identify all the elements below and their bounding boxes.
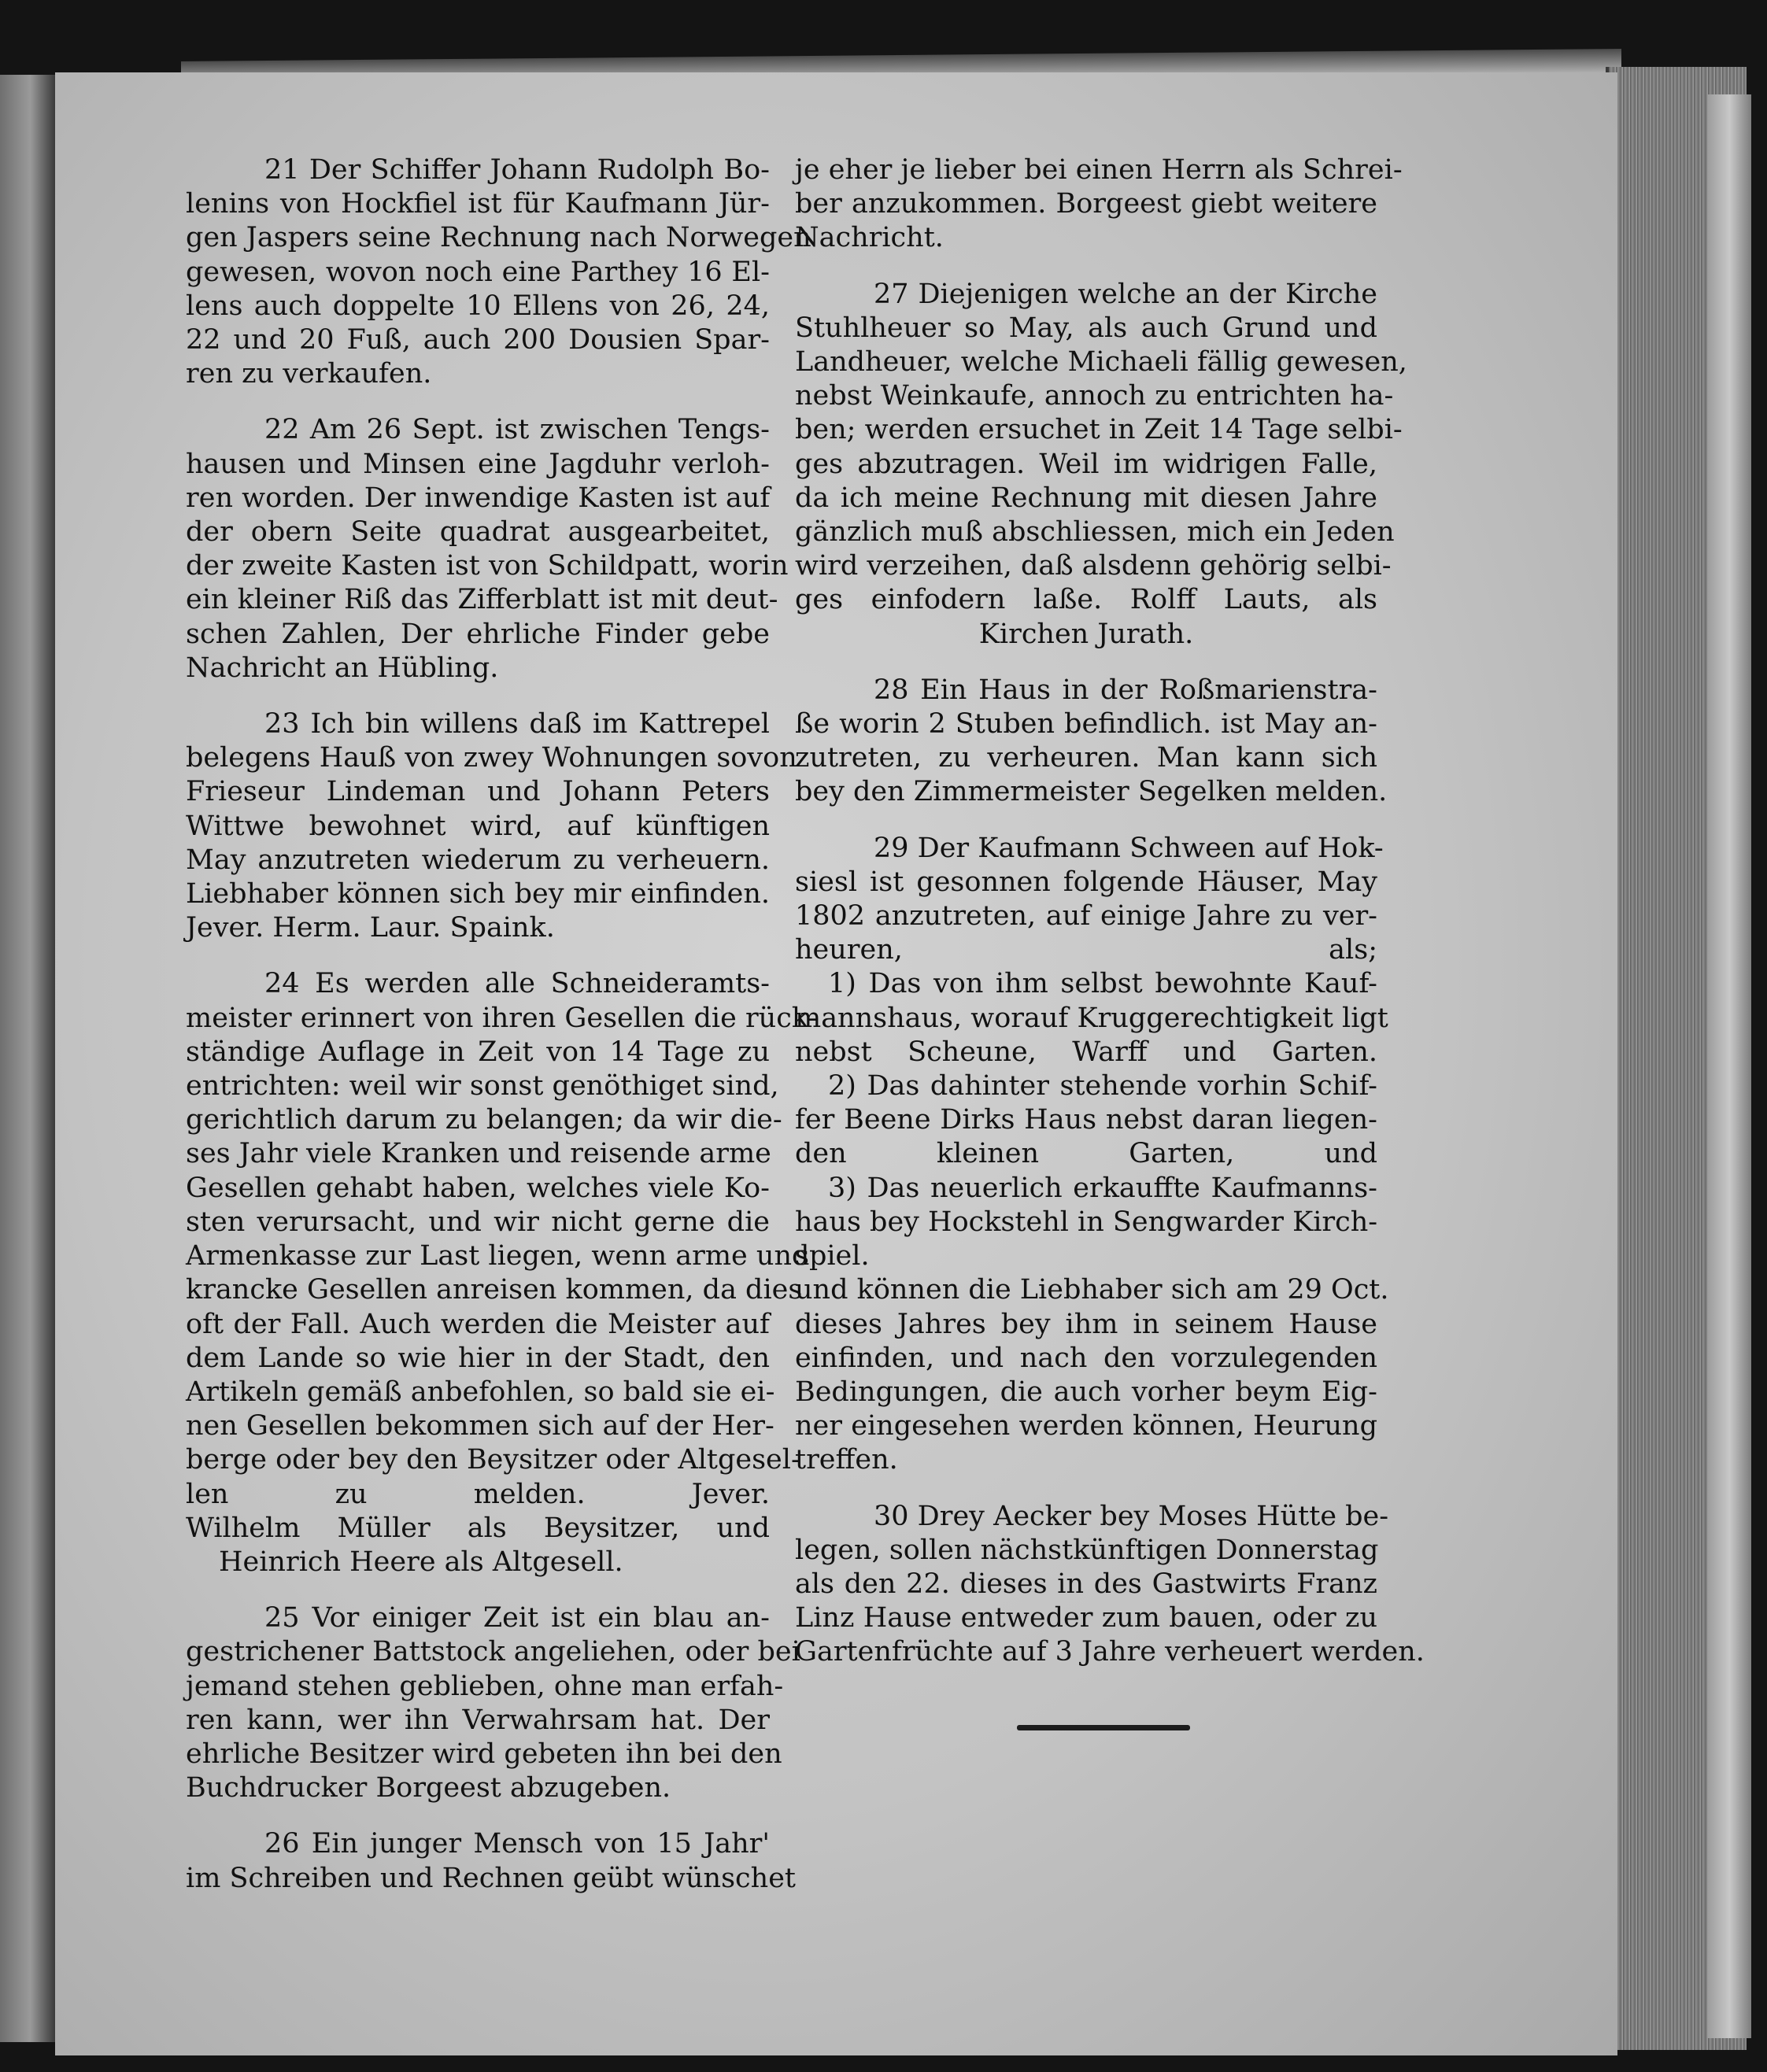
text-line: ber anzukommen. Borgeest giebt weitere [795, 188, 1377, 220]
text-line: ges abzutragen. Weil im widrigen Falle, [795, 448, 1377, 480]
text-line: meister erinnert von ihren Gesellen die rück- [186, 1002, 818, 1034]
text-line: 27 Diejenigen welche an der Kirche [874, 278, 1377, 310]
text-line: 30 Drey Aecker bey Moses Hütte be- [874, 1500, 1389, 1532]
text-line: Nachricht an Hübling. [186, 652, 499, 684]
text-line: ges einfodern laße. Rolff Lauts, als [795, 584, 1377, 616]
text-line: Bedingungen, die auch vorher beym Eig- [795, 1376, 1377, 1408]
facing-page-edge [0, 75, 55, 2042]
text-line: gestrichener Battstock angeliehen, oder bei [186, 1636, 800, 1668]
text-line: ein kleiner Riß das Zifferblatt ist mit deut- [186, 584, 778, 616]
text-line: siesl ist gesonnen folgende Häuser, May [795, 866, 1377, 898]
text-line: Gesellen gehabt haben, welches viele Ko- [186, 1172, 770, 1204]
text-line: lens auch doppelte 10 Ellens von 26, 24, [186, 290, 770, 322]
text-line: jemand stehen geblieben, ohne man erfah- [186, 1670, 784, 1702]
left-column [186, 153, 818, 1918]
text-line: ben; werden ersuchet in Zeit 14 Tage selbi- [795, 414, 1403, 446]
text-line: ren kann, wer ihn Verwahrsam hat. Der [186, 1704, 770, 1736]
text-line: Linz Hause entweder zum bauen, oder zu [795, 1602, 1377, 1634]
text-line: der zweite Kasten ist von Schildpatt, worin [186, 550, 789, 582]
text-line: 24 Es werden alle Schneideramts- [264, 968, 770, 1000]
text-line: 1802 anzutreten, auf einige Jahre zu ver- [795, 900, 1377, 933]
advertisement-entry [186, 413, 789, 685]
text-line: im Schreiben und Rechnen geübt wünschet [186, 1862, 796, 1894]
text-line: hausen und Minsen eine Jagduhr verloh- [186, 448, 770, 480]
text-line: sten verursacht, und wir nicht gerne die [186, 1206, 770, 1238]
text-line: ner eingesehen werden können, Heurung [795, 1410, 1377, 1442]
text-line: Heinrich Heere als Altgesell. [219, 1546, 623, 1578]
text-line: len zu melden. Jever. [186, 1478, 770, 1510]
text-line: dem Lande so wie hier in der Stadt, den [186, 1342, 770, 1374]
text-line: belegens Hauß von zwey Wohnungen sovon [186, 742, 797, 774]
text-line: berge oder bey den Beysitzer oder Altgesel- [186, 1444, 800, 1476]
text-line: 26 Ein junger Mensch von 15 Jahr' [264, 1828, 770, 1860]
text-line: zutreten, zu verheuren. Man kann sich [795, 742, 1377, 774]
book-cover-edge [1708, 94, 1751, 2038]
text-line: Kirchen Jurath. [978, 618, 1194, 650]
section-divider-rule [1017, 1725, 1190, 1730]
text-line: gewesen, wovon noch eine Parthey 16 El- [186, 256, 770, 288]
text-line: und können die Liebhaber sich am 29 Oct. [795, 1274, 1389, 1306]
text-line: Gartenfrüchte auf 3 Jahre verheuert werden. [795, 1636, 1425, 1668]
text-line: Nachricht. [795, 222, 944, 254]
text-line: 22 Am 26 Sept. ist zwischen Tengs- [264, 414, 770, 446]
text-line: spiel. [795, 1240, 870, 1272]
text-line: ses Jahr viele Kranken und reisende arme [186, 1138, 771, 1170]
text-line: Liebhaber können sich bey mir einfinden. [186, 878, 770, 910]
text-line: oft der Fall. Auch werden die Meister auf [186, 1308, 770, 1340]
text-line: 22 und 20 Fuß, auch 200 Dousien Spar- [186, 324, 770, 356]
advertisement-entry [186, 1601, 800, 1805]
text-line: haus bey Hockstehl in Sengwarder Kirch- [795, 1206, 1378, 1238]
text-line: der obern Seite quadrat ausgearbeitet, [186, 516, 770, 548]
text-line: nebst Weinkaufe, annoch zu entrichten ha- [795, 380, 1394, 412]
text-line: nen Gesellen bekommen sich auf der Her- [186, 1410, 774, 1442]
text-line: 21 Der Schiffer Johann Rudolph Bo- [264, 154, 770, 186]
text-line: Jever. Herm. Laur. Spaink. [186, 912, 555, 944]
advertisement-entry [795, 153, 1403, 256]
right-column [795, 153, 1425, 1692]
text-line: gen Jaspers seine Rechnung nach Norwegen [186, 222, 811, 254]
advertisement-entry [795, 278, 1407, 652]
text-line: ße worin 2 Stuben befindlich. ist May an- [795, 708, 1377, 741]
text-line: 29 Der Kaufmann Schween auf Hok- [874, 832, 1384, 864]
text-line: je eher je lieber bei einen Herrn als Schrei- [795, 154, 1403, 186]
text-line: May anzutreten wiederum zu verheuern. [186, 844, 770, 876]
text-line: treffen. [795, 1444, 898, 1476]
text-line: bey den Zimmermeister Segelken melden. [795, 776, 1388, 808]
text-line: Landheuer, welche Michaeli fällig gewesen, [795, 346, 1407, 379]
text-line: 25 Vor einiger Zeit ist ein blau an- [264, 1602, 770, 1634]
text-line: Frieseur Lindeman und Johann Peters [186, 776, 770, 808]
text-line: den kleinen Garten, und [795, 1138, 1377, 1170]
advertisement-entry [186, 967, 818, 1579]
text-line: Armenkasse zur Last liegen, wenn arme und [186, 1240, 810, 1272]
text-line: gerichtlich darum zu belangen; da wir die- [186, 1104, 782, 1136]
text-line: dieses Jahres bey ihm in seinem Hause [795, 1308, 1377, 1340]
advertisement-entry [795, 674, 1388, 810]
text-line: 3) Das neuerlich erkauffte Kaufmanns- [828, 1172, 1377, 1204]
text-line: 2) Das dahinter stehende vorhin Schif- [828, 1070, 1377, 1102]
advertisement-entry [795, 1500, 1425, 1670]
advertisement-entry [186, 707, 797, 945]
text-line: krancke Gesellen anreisen kommen, da dies [186, 1274, 803, 1306]
text-line: ren worden. Der inwendige Kasten ist auf [186, 482, 771, 514]
text-line: gänzlich muß abschliessen, mich ein Jeden [795, 516, 1395, 548]
text-line: legen, sollen nächstkünftigen Donnerstag [795, 1534, 1379, 1566]
text-line: Wilhelm Müller als Beysitzer, und [186, 1512, 770, 1544]
text-line: 28 Ein Haus in der Roßmarienstra- [874, 674, 1377, 706]
text-line: Wittwe bewohnet wird, auf künftigen [186, 810, 770, 842]
text-line: mannshaus, worauf Kruggerechtigkeit ligt [795, 1002, 1388, 1034]
text-line: 23 Ich bin willens daß im Kattrepel [264, 708, 770, 741]
text-line: entrichten: weil wir sonst genöthiget sind, [186, 1070, 779, 1102]
text-line: Artikeln gemäß anbefohlen, so bald sie ei- [186, 1376, 775, 1408]
text-line: wird verzeihen, daß alsdenn gehörig selbi- [795, 550, 1392, 582]
text-line: da ich meine Rechnung mit diesen Jahre [795, 482, 1377, 514]
text-line: nebst Scheune, Warff und Garten. [795, 1036, 1377, 1068]
text-line: Stuhlheuer so May, als auch Grund und [795, 312, 1377, 344]
text-line: fer Beene Dirks Haus nebst daran liegen- [795, 1104, 1377, 1136]
text-line: ren zu verkaufen. [186, 358, 432, 390]
advertisement-entry [186, 153, 811, 391]
text-line: Buchdrucker Borgeest abzugeben. [186, 1772, 671, 1804]
text-line: einfinden, und nach den vorzulegenden [795, 1342, 1377, 1374]
text-line: schen Zahlen, Der ehrliche Finder gebe [186, 618, 770, 650]
advertisement-entry [186, 1827, 796, 1895]
text-line: als den 22. dieses in des Gastwirts Franz [795, 1568, 1377, 1600]
advertisement-entry [795, 832, 1389, 1478]
text-line: lenins von Hockfiel ist für Kaufmann Jür- [186, 188, 770, 220]
text-line: ständige Auflage in Zeit von 14 Tage zu [186, 1036, 770, 1068]
text-line: heuren, als; [795, 934, 1377, 966]
text-line: 1) Das von ihm selbst bewohnte Kauf- [828, 968, 1377, 1000]
text-line: ehrliche Besitzer wird gebeten ihn bei den [186, 1738, 782, 1770]
